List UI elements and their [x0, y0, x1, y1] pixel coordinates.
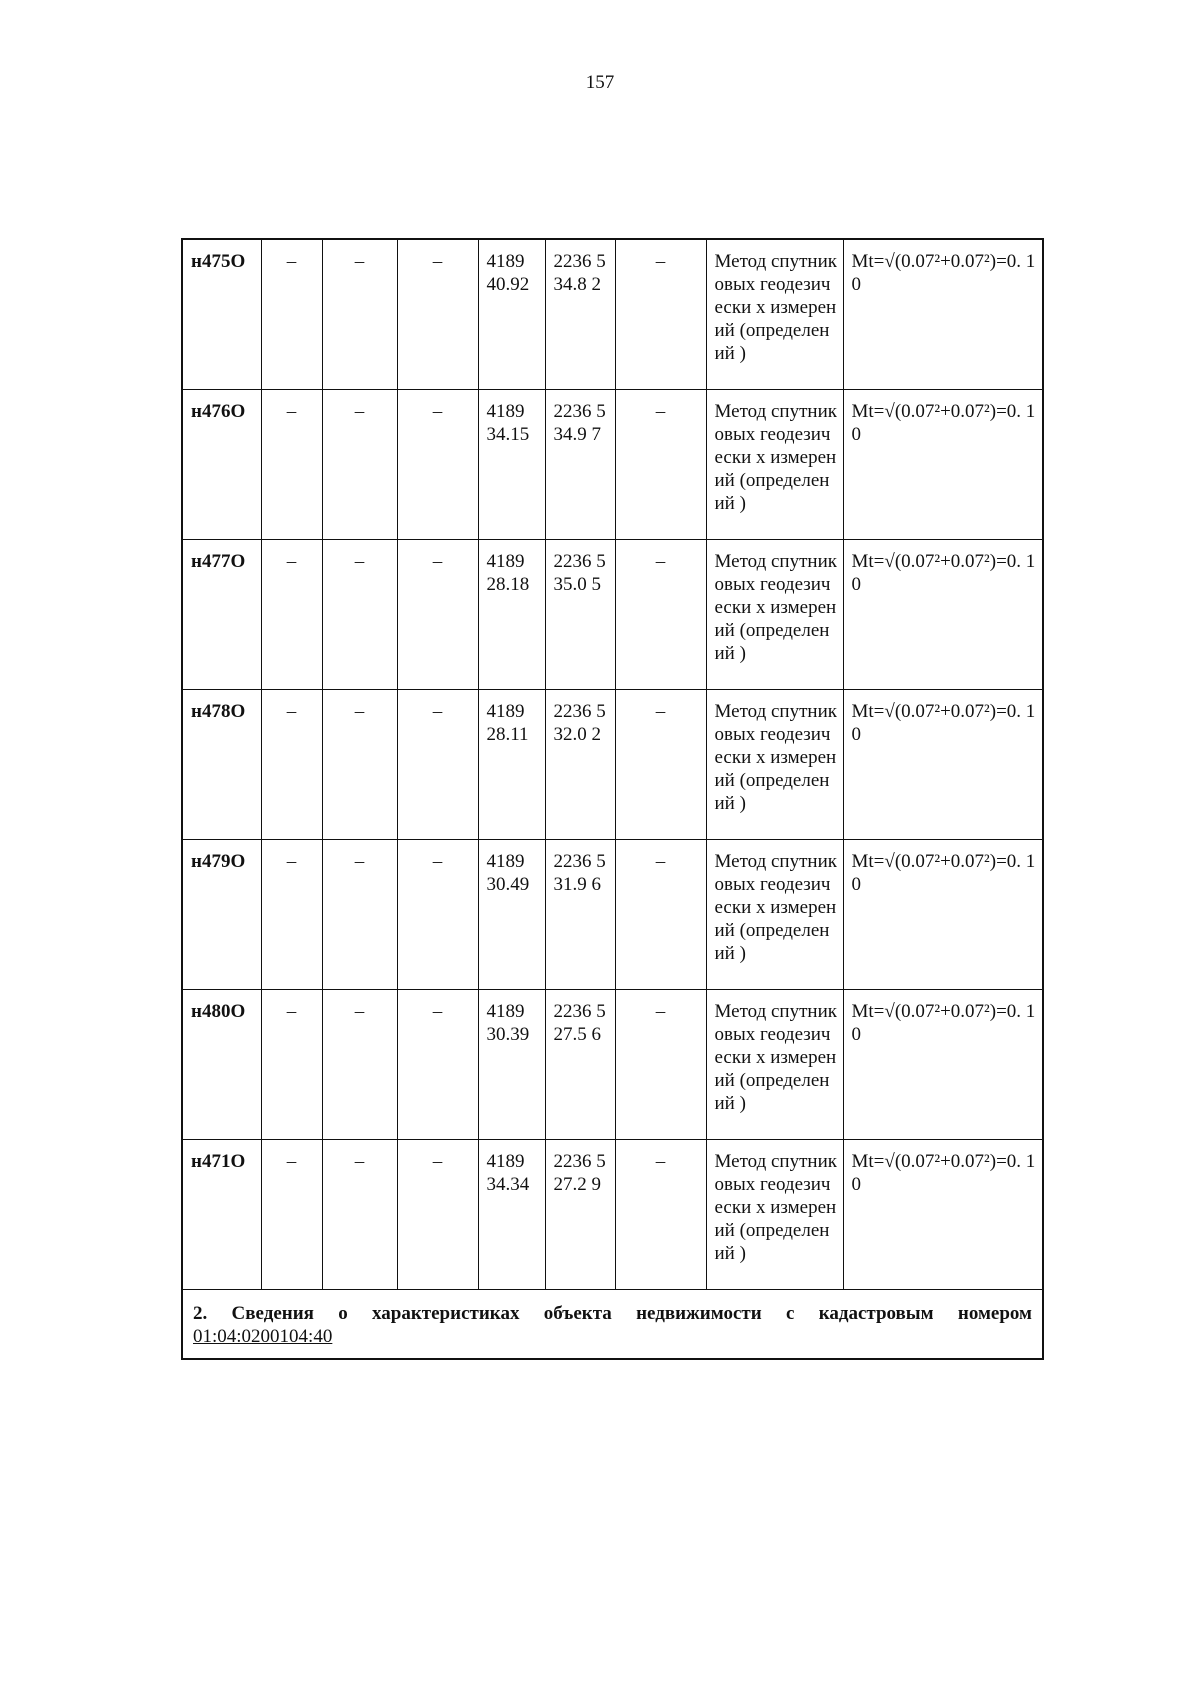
accuracy-cell: Mt=√(0.07²+0.07²)=0. 10 — [843, 389, 1043, 539]
point-name-cell: н478О — [182, 689, 261, 839]
empty-value-cell: – — [322, 239, 397, 389]
accuracy-cell: Mt=√(0.07²+0.07²)=0. 10 — [843, 839, 1043, 989]
empty-value-cell: – — [261, 389, 322, 539]
empty-value-cell: – — [261, 689, 322, 839]
empty-value-cell: – — [322, 539, 397, 689]
section-heading-row — [182, 1289, 1043, 1359]
accuracy-cell: Mt=√(0.07²+0.07²)=0. 10 — [843, 1139, 1043, 1289]
point-name-cell: н479О — [182, 839, 261, 989]
coordinate-y-cell: 2236 527.5 6 — [545, 989, 615, 1139]
coordinate-y-cell: 2236 532.0 2 — [545, 689, 615, 839]
table-row — [182, 239, 1043, 389]
empty-value-cell: – — [397, 539, 478, 689]
table-row — [182, 689, 1043, 839]
table-row — [182, 1139, 1043, 1289]
empty-value-cell: – — [261, 539, 322, 689]
table-row — [182, 389, 1043, 539]
empty-value-cell: – — [397, 1139, 478, 1289]
method-cell: Метод спутниковых геодезически х измерений (определений ) — [706, 1139, 843, 1289]
page-number: 157 — [585, 72, 615, 93]
accuracy-cell: Mt=√(0.07²+0.07²)=0. 10 — [843, 239, 1043, 389]
coordinate-y-cell: 2236 535.0 5 — [545, 539, 615, 689]
method-cell: Метод спутниковых геодезически х измерений (определений ) — [706, 839, 843, 989]
coordinate-x-cell: 4189 30.39 — [478, 989, 545, 1139]
empty-value-cell: – — [261, 989, 322, 1139]
coordinate-y-cell: 2236 527.2 9 — [545, 1139, 615, 1289]
empty-value-cell: – — [322, 1139, 397, 1289]
empty-value-cell: – — [397, 239, 478, 389]
empty-value-cell: – — [261, 239, 322, 389]
coordinate-y-cell: 2236 534.9 7 — [545, 389, 615, 539]
empty-value-cell: – — [615, 689, 706, 839]
section-heading-title: 2. Сведения о характеристиках объекта недвижимости с кадастровым номером — [193, 1302, 1032, 1324]
point-name-cell: н475О — [182, 239, 261, 389]
empty-value-cell: – — [615, 989, 706, 1139]
accuracy-cell: Mt=√(0.07²+0.07²)=0. 10 — [843, 539, 1043, 689]
empty-value-cell: – — [615, 839, 706, 989]
coordinate-x-cell: 4189 34.15 — [478, 389, 545, 539]
empty-value-cell: – — [322, 839, 397, 989]
empty-value-cell: – — [397, 389, 478, 539]
coordinate-x-cell: 4189 28.11 — [478, 689, 545, 839]
empty-value-cell: – — [397, 689, 478, 839]
empty-value-cell: – — [615, 1139, 706, 1289]
cadastral-number: 01:04:0200104:40 — [193, 1325, 333, 1347]
coordinate-x-cell: 4189 28.18 — [478, 539, 545, 689]
empty-value-cell: – — [322, 989, 397, 1139]
coordinates-table — [181, 238, 1044, 1360]
table-body — [182, 239, 1043, 1359]
method-cell: Метод спутниковых геодезически х измерений (определений ) — [706, 389, 843, 539]
point-name-cell: н477О — [182, 539, 261, 689]
coordinate-y-cell: 2236 534.8 2 — [545, 239, 615, 389]
accuracy-cell: Mt=√(0.07²+0.07²)=0. 10 — [843, 989, 1043, 1139]
empty-value-cell: – — [322, 689, 397, 839]
empty-value-cell: – — [397, 839, 478, 989]
empty-value-cell: – — [322, 389, 397, 539]
empty-value-cell: – — [615, 389, 706, 539]
accuracy-cell: Mt=√(0.07²+0.07²)=0. 10 — [843, 689, 1043, 839]
empty-value-cell: – — [261, 839, 322, 989]
point-name-cell: н480О — [182, 989, 261, 1139]
method-cell: Метод спутниковых геодезически х измерений (определений ) — [706, 239, 843, 389]
method-cell: Метод спутниковых геодезически х измерений (определений ) — [706, 689, 843, 839]
table-row — [182, 839, 1043, 989]
empty-value-cell: – — [615, 539, 706, 689]
table-row — [182, 989, 1043, 1139]
coordinate-x-cell: 4189 40.92 — [478, 239, 545, 389]
coordinate-x-cell: 4189 30.49 — [478, 839, 545, 989]
section-heading-cell — [182, 1289, 1043, 1359]
empty-value-cell: – — [397, 989, 478, 1139]
table-row — [182, 539, 1043, 689]
point-name-cell: н476О — [182, 389, 261, 539]
coordinate-y-cell: 2236 531.9 6 — [545, 839, 615, 989]
empty-value-cell: – — [615, 239, 706, 389]
method-cell: Метод спутниковых геодезически х измерений (определений ) — [706, 539, 843, 689]
method-cell: Метод спутниковых геодезически х измерений (определений ) — [706, 989, 843, 1139]
coordinate-x-cell: 4189 34.34 — [478, 1139, 545, 1289]
empty-value-cell: – — [261, 1139, 322, 1289]
point-name-cell: н471О — [182, 1139, 261, 1289]
